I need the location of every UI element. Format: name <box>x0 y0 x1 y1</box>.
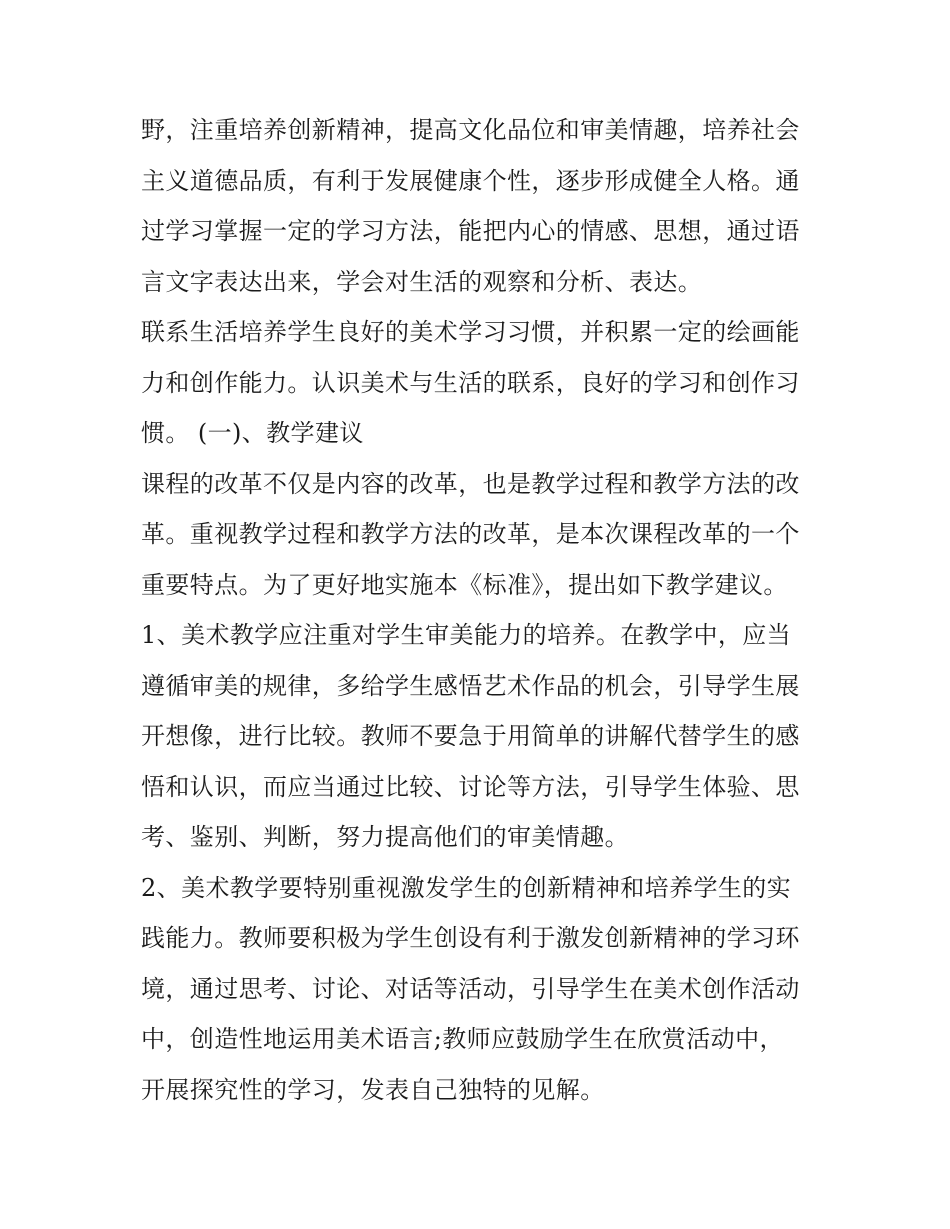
text-line: 惯。 (一)、教学建议 <box>141 419 364 447</box>
text-line: 中，创造性地运用美术语言;教师应鼓励学生在欣赏活动中， <box>141 1025 784 1053</box>
text-line: 考、鉴别、判断，努力提高他们的审美情趣。 <box>141 823 629 851</box>
text-line: 悟和认识，而应当通过比较、讨论等方法，引导学生体验、思 <box>141 773 800 801</box>
text-line: 重要特点。为了更好地实施本《标准》，提出如下教学建议。 <box>141 571 788 599</box>
text-line: 开展探究性的学习，发表自己独特的见解。 <box>141 1076 605 1104</box>
text-line: 遵循审美的规律，多给学生感悟艺术作品的机会，引导学生展 <box>141 672 800 700</box>
text-line: 践能力。教师要积极为学生创设有利于激发创新精神的学习环 <box>141 924 800 952</box>
text-line: 联系生活培养学生良好的美术学习习惯，并积累一定的绘画能 <box>141 318 800 346</box>
text-line: 2、美术教学要特别重视激发学生的创新精神和培养学生的实 <box>141 874 792 902</box>
text-line: 课程的改革不仅是内容的改革，也是教学过程和教学方法的改 <box>141 470 800 498</box>
text-line: 野，注重培养创新精神，提高文化品位和审美情趣，培养社会 <box>141 116 800 144</box>
text-line: 开想像，进行比较。教师不要急于用简单的讲解代替学生的感 <box>141 722 800 750</box>
text-line: 力和创作能力。认识美术与生活的联系，良好的学习和创作习 <box>141 369 800 397</box>
text-line: 革。重视教学过程和教学方法的改革，是本次课程改革的一个 <box>141 520 800 548</box>
text-line: 1、美术教学应注重对学生审美能力的培养。在教学中，应当 <box>141 621 792 649</box>
text-line: 境，通过思考、讨论、对话等活动，引导学生在美术创作活动 <box>141 975 800 1003</box>
text-line: 过学习掌握一定的学习方法，能把内心的情感、思想，通过语 <box>141 217 800 245</box>
text-line: 主义道德品质，有利于发展健康个性，逐步形成健全人格。通 <box>141 167 800 195</box>
text-line: 言文字表达出来，学会对生活的观察和分析、表达。 <box>141 268 703 296</box>
